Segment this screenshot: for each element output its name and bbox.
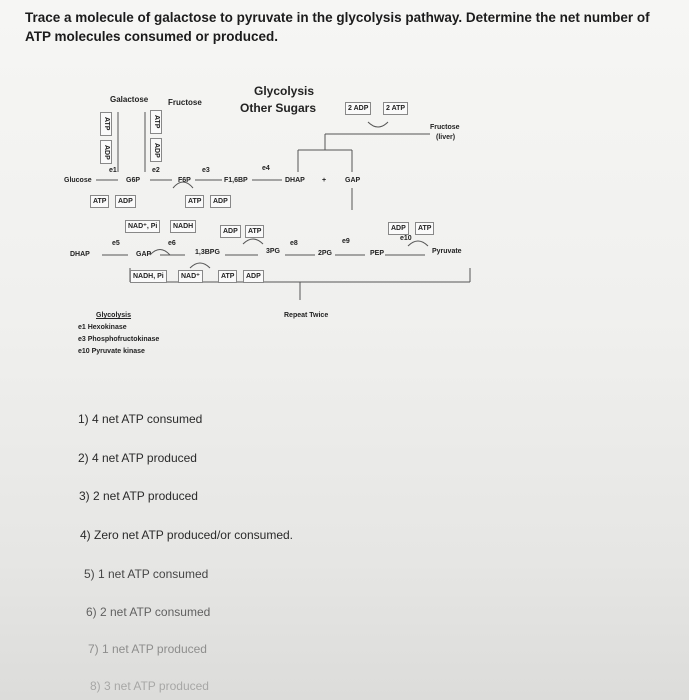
plus-label: + [322,177,327,184]
adp-box-4: ADP [388,222,409,235]
adp-box-3: ADP [220,225,241,238]
atp-box-5: ATP [218,270,237,283]
atp-box-3: ATP [245,225,264,238]
question-text: Trace a molecule of galactose to pyruvate in the glycolysis pathway. Determine the net number of ATP molecules consumed or produced. [25,10,650,44]
glucose-label: Glucose [64,177,92,184]
heading-other-sugars: Other Sugars [240,101,317,115]
answer-option-6[interactable]: 6) 2 net ATP consumed [86,605,211,619]
answer-option-3[interactable]: 3) 2 net ATP produced [79,489,198,503]
atp-box-4: ATP [415,222,434,235]
atp-box-2: ATP [185,195,204,208]
nadh-box: NADH [170,220,196,233]
legend-title: Glycolysis [96,312,132,319]
galactose-label: Galactose [110,95,149,104]
answer-option-8[interactable]: 8) 3 net ATP produced [90,679,209,693]
nad-pi-box: NAD⁺, Pi [125,220,160,233]
bpg-label: 1,3BPG [195,249,220,256]
fructose-liver-label: Fructose [430,124,460,131]
dhap-label-2: DHAP [70,251,90,258]
pep-label: PEP [370,250,385,257]
legend-e10: e10 Pyruvate kinase [78,348,145,355]
atp-vertical-1: ATP [100,112,112,136]
repeat-twice-label: Repeat Twice [284,312,329,319]
e2-label: e2 [152,167,160,174]
answer-option-7[interactable]: 7) 1 net ATP produced [88,642,207,656]
fructose-label: Fructose [168,98,202,107]
3pg-label: 3PG [266,248,281,255]
2pg-label: 2PG [318,250,333,257]
answer-option-1[interactable]: 1) 4 net ATP consumed [78,412,203,426]
e5-label: e5 [112,240,120,247]
liver-label: (liver) [436,134,456,141]
nadh-pi-box: NADH, Pi [130,270,167,283]
answer-option-5[interactable]: 5) 1 net ATP consumed [84,567,209,581]
adp-box-1: ADP [115,195,136,208]
f6p-label: F6P [178,177,191,184]
two-adp-box: 2 ADP [345,102,371,115]
dhap-label: DHAP [285,177,305,184]
g6p-label: G6P [126,177,141,184]
e3-label: e3 [202,167,210,174]
atp-box-1: ATP [90,195,109,208]
e6-label: e6 [168,240,176,247]
e8-label: e8 [290,240,298,247]
e4-label: e4 [262,165,270,172]
gap-label-2: GAP [136,251,152,258]
adp-vertical-1: ADP [100,140,112,164]
e1-label: e1 [109,167,117,174]
two-atp-box: 2 ATP [383,102,408,115]
heading-glycolysis: Glycolysis [254,84,315,98]
adp-box-2: ADP [210,195,231,208]
answer-option-4[interactable]: 4) Zero net ATP produced/or consumed. [80,528,294,542]
answer-option-2[interactable]: 2) 4 net ATP produced [78,451,197,465]
legend-e1: e1 Hexokinase [78,324,127,331]
e10-label: e10 [400,235,412,242]
nad-box: NAD⁺ [178,270,203,283]
adp-vertical-2: ADP [150,138,162,162]
pyruvate-label: Pyruvate [432,248,462,255]
legend-e3: e3 Phosphofructokinase [78,336,160,343]
adp-box-5: ADP [243,270,264,283]
e9-label: e9 [342,238,350,245]
gap-label: GAP [345,177,361,184]
atp-vertical-2: ATP [150,110,162,134]
f16bp-label: F1,6BP [224,177,248,184]
